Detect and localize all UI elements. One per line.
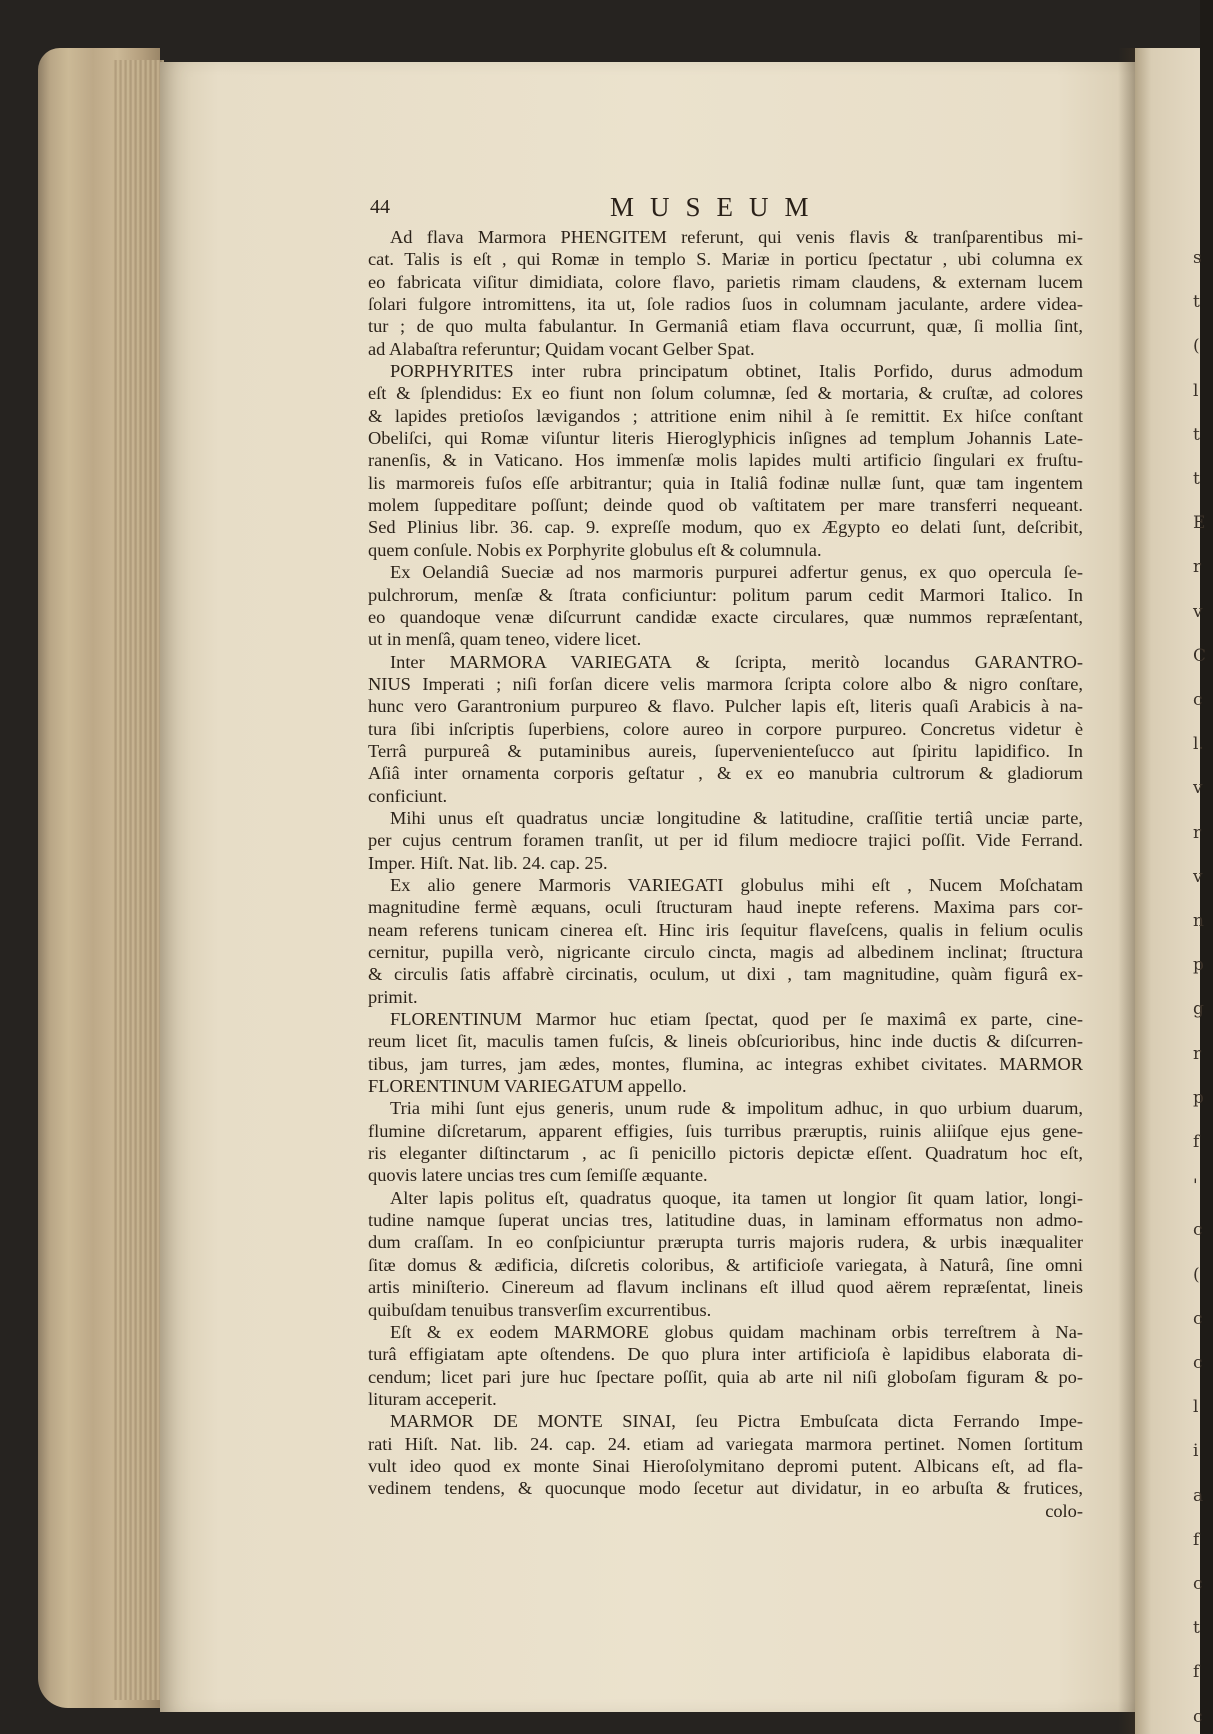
text-line: primit.: [368, 986, 418, 1007]
text-line: ris eleganter diſtinctarum , ac ſi penicillo pictoris depictæ eſſent. Quadratum hoc eſt,: [368, 1143, 1083, 1164]
facing-page-letter: v: [1193, 778, 1203, 799]
facing-page-letter: c: [1193, 690, 1203, 710]
text-line: Eſt & ex eodem MARMORE globus quidam machinam orbis terreſtrem à Na-: [390, 1321, 1083, 1342]
text-line: per cujus centrum foramen tranſit, ut per id filum mediocre trajici poſſit. Vide Ferrand.: [368, 830, 1083, 851]
facing-page-letter: c: [1193, 1706, 1203, 1727]
text-line: tibus, jam turres, jam ædes, montes, flumina, ac integras exhibet civitates. MARMOR: [368, 1053, 1083, 1074]
text-line: ſitæ domus & ædificia, diſcretis coloribus, & artificioſe variegata, à Naturâ, ſine omni: [368, 1254, 1083, 1275]
text-line: MARMOR DE MONTE SINAI, ſeu Pictra Embuſcata dicta Ferrando Impe-: [390, 1411, 1083, 1432]
text-line: cat. Talis is eſt , qui Romæ in templo S. Mariæ in porticu ſpectatur , ubi columna ex: [368, 249, 1083, 270]
text-line: ranenſis, & in Vaticano. Hos immenſæ molis lapides multi artificio ſingulari ex fruſtu-: [368, 450, 1083, 471]
text-line: Inter MARMORA VARIEGATA & ſcripta, meritò locandus GARANTRO-: [390, 651, 1083, 672]
text-line: lis marmoreis fuſos eſſe arbitrantur; quia in Italiâ fodinæ nullæ ſunt, quæ tam ingentem: [368, 472, 1083, 493]
text-line: quibuſdam tenuibus transverſim excurrentibus.: [368, 1299, 712, 1320]
facing-page-letter: l: [1193, 1397, 1199, 1418]
text-line: artis miniſterio. Cinereum ad flavum inclinans eſt illud quod aërem repræſentat, lineis: [368, 1277, 1083, 1298]
facing-page-letter: g: [1193, 999, 1204, 1020]
text-line: Mihi unus eſt quadratus unciæ longitudine & latitudine, craſſitie tertiâ unciæ parte,: [390, 807, 1083, 828]
facing-page-letter: f: [1193, 1132, 1200, 1152]
facing-page-letter: p: [1193, 955, 1204, 976]
running-title: MUSEUM: [610, 192, 825, 222]
facing-page-letter: i: [1193, 1441, 1199, 1462]
text-line: tudine namque ſuperat uncias tres, latitudine duas, in laminam efformatus non admo-: [368, 1210, 1083, 1231]
text-line: lituram acceperit.: [368, 1388, 497, 1409]
text-line: Ex alio genere Marmoris VARIEGATI globulus mihi eſt , Nucem Moſchatam: [390, 874, 1083, 895]
text-line: molem ſuppeditare poſſunt; deinde quod ob vaſtitatem per mare transferri nequeant.: [368, 495, 1083, 516]
facing-page-letter: s: [1193, 248, 1202, 268]
text-line: ad Alabaſtra referuntur; Quidam vocant Gelber Spat.: [368, 338, 755, 359]
text-line: NIUS Imperati ; niſi forſan dicere velis marmora ſcripta colore albo & nigro conſtare,: [368, 673, 1083, 694]
text-line: Aſiâ inter ornamenta corporis geſtatur , & ex eo manubria cultrorum & gladiorum: [368, 763, 1083, 784]
facing-page-letter: l.: [1193, 734, 1204, 755]
text-line: Sed Plinius libr. 36. cap. 9. expreſſe modum, quo ex Ægypto eo delati ſunt, deſcribit,: [368, 517, 1083, 538]
facing-page-letter: c: [1193, 1353, 1203, 1373]
facing-page-letter: (: [1193, 336, 1200, 357]
text-line: tura ſibi inſcriptis ſuperbiens, colore aureo in corpore purpureo. Concretus videtur è: [368, 718, 1083, 739]
text-line: vedinem tendens, & quocunque modo ſecetur aut dividatur, in eo arbuſta & frutices,: [368, 1478, 1083, 1499]
facing-page-edge: [1135, 48, 1207, 1734]
text-line: Alter lapis politus eſt, quadratus quoque, ita tamen ut longior ſit quam latior, longi-: [390, 1187, 1083, 1208]
facing-page-letter: p: [1193, 1087, 1204, 1108]
text-line: rati Hiſt. Nat. lib. 24. cap. 24. etiam ad variegata marmora pertinet. Nomen ſortitum: [368, 1433, 1083, 1454]
running-head: [370, 192, 1070, 228]
text-line: cendum; licet pari jure huc ſpectare poſſit, quia ab arte nil niſi globoſam figuram & po-: [368, 1366, 1083, 1387]
body-text: [368, 226, 1083, 1522]
facing-page-letter: r: [1193, 557, 1202, 578]
text-line: turâ effigiatam apte oſtendens. De quo plura inter artificioſa è lapidibus elaborata di-: [368, 1344, 1083, 1365]
text-line: tur ; de quo multa fabulantur. In Germaniâ etiam flava occurrunt, quæ, ſi mollia ſint,: [368, 316, 1083, 337]
text-line: hunc vero Garantronium purpureo & flavo. Pulcher lapis eſt, literis quaſi Arabicis à na-: [368, 696, 1083, 717]
text-line: quovis latere uncias tres cum ſemiſſe æquante.: [368, 1165, 708, 1186]
text-line: dum craſſam. In eo conſpiciuntur prærupta turris majoris rudera, & urbis inæqualiter: [368, 1232, 1083, 1253]
facing-page-letter: ': [1193, 1176, 1198, 1197]
facing-page-letter: l: [1193, 380, 1199, 401]
text-line: cernitur, pupilla verò, nigricante circulo cincta, magis ad albedinem inclinat; ſtructura: [368, 942, 1083, 962]
text-line: vult ideo quod ex monte Sinai Hieroſolymitano depromi putent. Albicans eſt, ad fla-: [368, 1455, 1083, 1476]
facing-page-letter: t: [1193, 1618, 1200, 1639]
facing-page-letter: c: [1193, 1220, 1203, 1241]
facing-page-letter: r: [1193, 1043, 1202, 1064]
facing-page-letter: r: [1193, 822, 1202, 843]
facing-page-letter: f: [1193, 1529, 1200, 1550]
facing-page-letter: t: [1193, 292, 1200, 313]
text-line: PORPHYRITES inter rubra principatum obtinet, Italis Porfido, durus admodum: [390, 361, 1083, 382]
text-line: reum licet ſit, maculis tamen fuſcis, & lineis obſcurioribus, hinc inde ductis & diſcurren-: [368, 1031, 1083, 1052]
facing-page-letter: E: [1193, 513, 1206, 534]
facing-page-letter: (: [1193, 1264, 1200, 1285]
text-line: & lapides pretioſos lævigandos ; attritione enim nihil à ſe remittit. Ex hiſce conſtant: [368, 405, 1083, 426]
text-line: Ex Oelandiâ Sueciæ ad nos marmoris purpurei adfertur genus, ex quo opercula ſe-: [390, 562, 1083, 583]
page-number: 44: [370, 196, 390, 218]
text-line: conficiunt.: [368, 785, 448, 806]
facing-page-letter: t: [1193, 469, 1200, 489]
text-line: Obeliſci, qui Romæ viſuntur literis Hieroglyphicis inſignes ad templum Johannis Late-: [368, 428, 1083, 449]
text-line: flumine diſcretarum, apparent effigies, ſuis turribus præruptis, ruinis aliiſque ejus gene-: [368, 1120, 1083, 1141]
facing-page-letter: v: [1193, 601, 1203, 622]
text-line: quem conſule. Nobis ex Porphyrite globulus eſt & columnula.: [368, 539, 822, 560]
text-line: eo quandoque venæ diſcurrunt candidæ exacte circulares, quæ nummos repræſentant,: [368, 606, 1083, 627]
page-edge-striations: [112, 60, 164, 1700]
text-line: ſolari fulgore intromittens, ita ut, ſole radios ſuos in columnam jaculante, ardere videa-: [368, 294, 1083, 315]
facing-page-letter: t: [1193, 424, 1200, 445]
text-line: FLORENTINUM VARIEGATUM appello.: [368, 1076, 687, 1097]
text-line: Terrâ purpureâ & putaminibus aureis, ſupervenienteſucco aut ſpiritu lapidifico. In: [368, 740, 1083, 761]
facing-page-letter: c: [1193, 1574, 1203, 1594]
text-line: FLORENTINUM Marmor huc etiam ſpectat, quod per ſe maximâ ex parte, cine-: [390, 1009, 1083, 1030]
facing-page-letter: a: [1193, 1485, 1204, 1506]
facing-page-letter: n: [1193, 911, 1204, 931]
text-line: Tria mihi ſunt ejus generis, unum rude & impolitum adhuc, in quo urbium duarum,: [390, 1098, 1083, 1119]
text-line: pulchrorum, menſæ & ſtrata conficiuntur: politum parum cedit Marmori Italico. In: [368, 584, 1083, 605]
text-line: & circulis ſatis affabrè circinatis, oculum, ut dixi , tam magnitudine, quàm figurâ ex-: [368, 964, 1083, 985]
text-line: magnitudine fermè æquans, oculi ſtructuram haud inepte referens. Maxima pars cor-: [368, 897, 1083, 918]
text-line: eo fabricata viſitur dimidiata, colore flavo, parietis rimam claudens, & externam lucem: [368, 271, 1083, 292]
facing-page-letter: c: [1193, 1308, 1203, 1329]
text-line: colo-: [1045, 1500, 1083, 1521]
facing-page-letter: v: [1193, 866, 1203, 887]
text-line: Ad flava Marmora PHENGITEM referunt, qui venis flavis & tranſparentibus mi-: [390, 227, 1083, 247]
facing-page-letter: C: [1193, 645, 1207, 666]
text-line: ut in menſâ, quam teneo, videre licet.: [368, 629, 642, 650]
facing-page-letter: f: [1193, 1662, 1200, 1683]
text-line: eſt & ſplendidus: Ex eo fiunt non ſolum columnæ, ſed & mortaria, & cruſtæ, ad colores: [368, 383, 1083, 404]
text-line: Imper. Hiſt. Nat. lib. 24. cap. 25.: [368, 852, 608, 873]
text-line: neam referens tunicam cinerea eſt. Hinc iris ſequitur flaveſcens, qualis in felium oculis: [368, 919, 1083, 940]
